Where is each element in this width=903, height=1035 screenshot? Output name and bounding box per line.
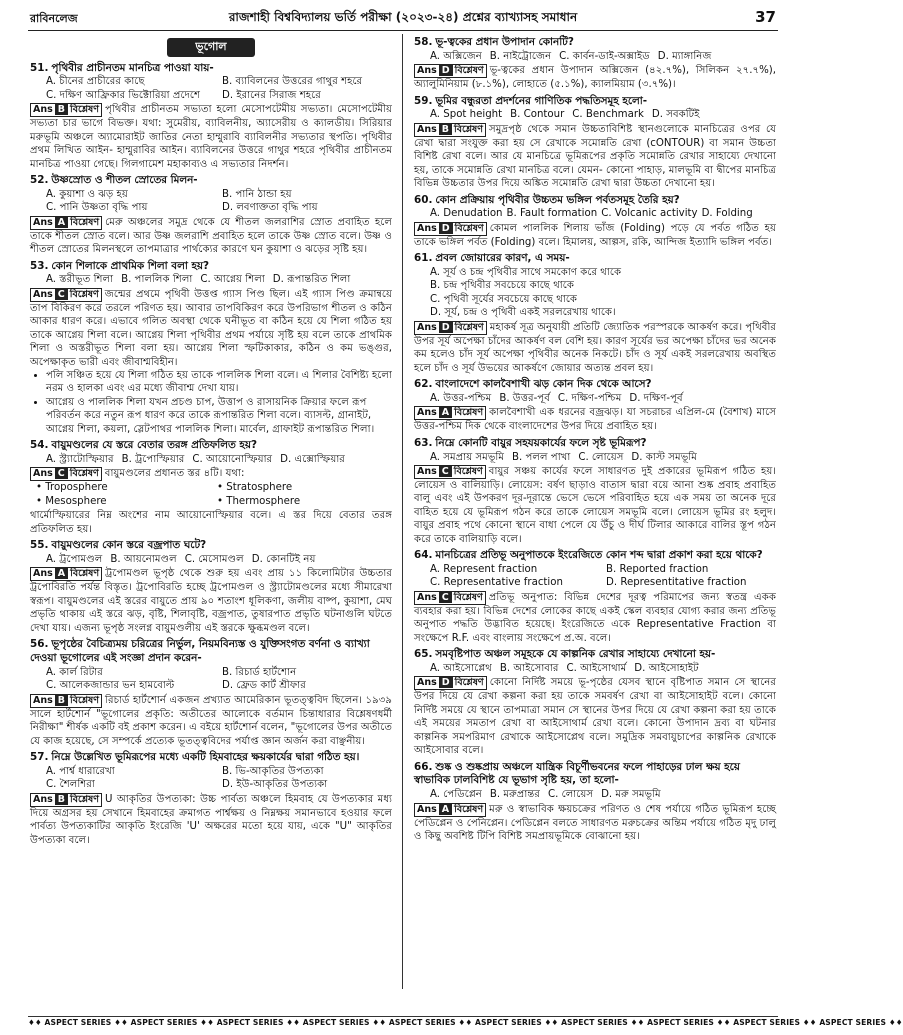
option-c: C. পৃথিবী সূর্যের সবচেয়ে কাছে থাকে [430,293,578,305]
question-number: 64. [414,549,433,562]
answer-badge: Ans B বিশ্লেষণ [414,123,486,137]
options [414,50,776,63]
question-text: মানচিত্রের প্রতিভূ অনুপাতকে ইংরেজিতে কোন শব্দ দ্বারা প্রকাশ করা হয়ে থাকে? [435,549,763,562]
option-d: D. এক্সোস্ফিয়ার [280,453,345,465]
answer-badge: Ans D বিশ্লেষণ [414,64,487,78]
answer-explanation: Ans A বিশ্লেষণ ট্রপোমণ্ডল ভূপৃষ্ঠ থেকে শুরু হয় এবং প্রায় ১১ কিলোমিটার উচ্চতার ট্রপোবিরতি পর্যন্ত বিস্তৃত। ট্রপোবিরতি হচ্ছে ট্রপোমণ্ডল ও স্ট্র্যাটোমণ্ডলের মধ্যে সীমারেখা স্বরূপ। বায়ুমণ্ডলের এই স্তরের বায়ুতে প্রায় ৯০ শতাংশ ধূলিকণা, জলীয় বাষ্প, কুয়াশা, মেঘ প্রভৃতি থাকায় এই স্তরে ঝড়, বৃষ্টি, শিলাবৃষ্টি, বজ্রপাত, তুষারপাত প্রভৃতি ঘটনাগুলি ঘটতে দেখা যায়। এজন্য ভূপৃষ্ঠ সংলগ্ন বায়ুমণ্ডলীয় এই স্তরকে ক্ষুব্ধমণ্ডল বলে। [30,568,392,634]
option-a: A. উত্তর-পশ্চিম [430,392,492,404]
option-c: C. শৈলশিরা [46,779,95,791]
question-number: 66. [414,760,433,773]
option-c: C. আগ্নেয় শিলা [200,274,265,286]
question-number: 58. [414,36,433,48]
option-a: A. স্তরীভূত শিলা [46,274,114,286]
layer-item: • Thermosphere [217,495,301,507]
page-header [28,8,778,31]
option-a: A. Represent fraction [430,564,538,576]
header-brand: রাবিনলেজ [30,12,78,25]
option-b: B. চন্দ্র পৃথিবীর সবচেয়ে কাছে থাকে [430,280,574,292]
answer-explanation: Ans C বিশ্লেষণ বায়ুমণ্ডলের প্রধানত স্তর ৪টি। যথা: [30,467,392,481]
answer-badge: Ans B বিশ্লেষণ [30,694,102,708]
answer-letter: B [55,104,68,115]
page [28,0,903,1035]
answer-badge: Ans D বিশ্লেষণ [414,321,487,335]
answer-explanation: Ans D বিশ্লেষণ কোনো নির্দিষ্ট সময়ে ভূ-পৃষ্ঠের যেসব স্থানে বৃষ্টিপাত সমান সে স্থানের উপর দিয়ে যে রেখা কল্পনা করা হয় তাকে সমবর্ষণ রেখা বা আইসোহাইট বলে। কোনো নির্দিষ্ট সময়ে যে স্থানে তাপমাত্রা সমান সে স্থানের উপর দিয়ে যে রেখা কল্পনা করা হয় তাকে এই সময়ের সমতাপ রেখা বা আইসোথার্ম রেখা বলে। কোনো উপাদান দ্রব্য বা ঘটনার কাল্পনিক সমপরিমাণ রেখাকে আইসোপ্লেথ বলে। সমুদ্রিক সমবায়ুচাপের কাল্পনিক রেখাকে আইসোবার বলে। [414,677,776,757]
option-a: A. স্ট্র্যাটোস্ফিয়ার [46,453,114,465]
options [414,108,776,121]
option-d: D. কাস্ট সমভূমি [631,451,697,463]
answer-explanation: Ans C বিশ্লেষণ জন্মের প্রথমে পৃথিবী উত্তপ্ত গ্যাস পিণ্ড ছিল। এই গ্যাস পিণ্ড ক্রমান্বয়ে তাপ বিকিরণ করে তরলে পরিণত হয়। আবার তাপবিকিরণ করে উপরিভাগ শীতল ও কঠিন আকার ধারণ করে। এভাবে গলিত অবস্থা থেকে ঘনীভূত বা কঠিন হয়ে যে শিলা গঠিত হয় তাকে আগ্নেয় শিলা বলে। আগ্নেয় শিলা পৃথিবীর প্রথম পর্যায়ে সৃষ্টি হয় বলে তাকে প্রাথমিক শিলা ও অস্তরীভূত শিলা বলা হয়। আগ্নেয় শিলা স্ফটিকাকার, কঠিন ও কম ভঙ্গুর, অপেক্ষাকৃত ভারী এবং জীবাশ্মবিহীন। [30,288,392,368]
answer-explanation: Ans C বিশ্লেষণ প্রতিভূ অনুপাত: বিভিন্ন দেশের দূরত্ব পরিমাপের জন্য স্বতন্ত্র একক ব্যবহার করা হয়। বিভিন্ন দেশের লোকের কাছে একই স্কেল ব্যবহার যোগ্য করার জন্য প্রতিভূ অনুপাত পদ্ধতি উদ্ভাবিত হয়েছে। ইংরেজিতে একে Representative Fraction বা সংক্ষেপে R.F. এবং বাংলায় সংক্ষেপে প্র.অ. বলে। [414,591,776,644]
answer-badge: Ans D বিশ্লেষণ [414,676,487,690]
answer-letter: C [55,289,68,300]
question-number: 51. [30,61,49,74]
option-a: A. Denudation [430,208,503,220]
option-d: D. ইউ-আকৃতির উপত্যকা [222,779,328,791]
answer-explanation-extra: থার্মোস্ফিয়ারের নিম্ন অংশের নাম আয়োনোস্ফিয়ার বলে। এ স্তর দিয়ে বেতার তরঙ্গ প্রতিফলিত হয়। [30,510,392,535]
options [30,453,392,466]
layer-item: • Troposphere [36,482,108,494]
answer-explanation: Ans B বিশ্লেষণ U আকৃতির উপত্যকা: উচ্চ পার্বত্য অঞ্চলে হিমবাহ যে উপত্যকার মধ্য দিয়ে অগ্রসর হয় সেখানে হিমবাহের ক্রমাগত পার্শ্বক্ষয় ও নিম্নক্ষয় সমানভাবে হওয়ার ফলে পার্বত্য উপত্যকাটির আকৃতি ইংরেজি 'U' অক্ষরের মতো হয়ে যায়, একে "U" আকৃতির উপত্যকা বলে। [30,793,392,846]
answer-letter: D [439,322,453,333]
answer-badge: Ans A বিশ্লেষণ [414,406,486,420]
question-text: কোন শিলাকে প্রাথমিক শিলা বলা হয়? [51,259,210,272]
question-62 [414,378,776,434]
option-d: D. মরু সমভূমি [601,789,661,801]
bullet-list [30,369,392,436]
option-d: D. ফ্রেড কার্ট শ্রীফার [222,680,306,692]
option-c: C. পানি উষ্ণতা বৃদ্ধি পায় [46,202,148,214]
answer-badge: Ans B বিশ্লেষণ [30,793,102,807]
option-a: A. কার্ল রিটার [46,666,103,678]
question-61 [414,252,776,375]
answer-badge: Ans D বিশ্লেষণ [414,222,487,236]
page-number: 37 [755,8,776,26]
question-number: 59. [414,94,433,107]
option-a: A. অক্সিজেন [430,50,482,62]
option-b: B. ট্রপোস্ফিয়ার [121,453,185,465]
options [30,553,392,566]
answer-letter: B [439,124,452,135]
option-c: C. লোয়েস [578,451,624,463]
question-53 [30,260,392,437]
option-c: C. Volcanic activity [601,208,698,220]
option-b: B. পানি ঠান্ডা হয় [222,188,292,200]
answer-letter: D [439,223,453,234]
option-d: D. আইসোহাইট [634,663,699,675]
option-b: B. উত্তর-পূর্ব [499,392,550,404]
question-66 [414,761,776,844]
answer-badge: Ans A বিশ্লেষণ [30,216,102,230]
answer-badge: Ans A বিশ্লেষণ [414,803,486,817]
question-text: ভূমির বন্ধুরতা প্রদর্শনের গাণিতিক পদ্ধতিসমূহ হলো- [435,94,648,107]
question-text: নিম্নে উল্লেখিত ভূমিরূপের মধ্যে একটি হিমবাহের ক্ষয়কার্যের দ্বারা গঠিত হয়। [51,750,360,763]
header-title: রাজশাহী বিশ্ববিদ্যালয় ভর্তি পরীক্ষা (২০২৩-২৪) প্রশ্নের ব্যাখ্যাসহ সমাধান [228,10,578,24]
question-text: ভূপৃষ্ঠের বৈচিত্র্যময় চরিত্রের নির্ভুল, নিয়মবিন্যস্ত ও যুক্তিসংগত বর্ণনা ও ব্যাখ্যা দেওয়া ভূগোলের এই সংজ্ঞা প্রদান করেন- [30,638,370,664]
option-d: D. লবণাক্ততা বৃদ্ধি পায় [222,202,318,214]
question-59 [414,95,776,191]
column-divider [402,34,403,989]
option-c: C. লোয়েস [547,789,594,801]
answer-letter: C [439,466,452,477]
option-a: A. সমপ্রায় সমভূমি [430,451,504,463]
option-d: D. সূর্য, চন্দ্র ও পৃথিবী একই সরলরেখায় থাকে। [430,307,616,319]
answer-explanation: Ans B বিশ্লেষণ পৃথিবীর প্রাচীনতম সভ্যতা হলো মেসোপটেমীয় সভ্যতা। মেসোপটেমীয় সভ্যতা চার ভাগে বিভক্ত। যথা: সুমেরীয়, ব্যাবিলনীয়, অ্যাসেরীয় ও ক্যালডীয়। সিরিয়ার মরুভূমি অঞ্চলে অ্যামোরাইট জাতির নেতা হাম্মুরাবি ব্যাবিলনীর সভ্যতার স্থপতি। পৃথিবীর প্রথম লিখিত আইন- হাম্মুরাবির আইন। ব্যাবিলনের উত্তরে গাথুর শহরে পৃথিবীর প্রাচীনতম মানচিত্র পাওয়া গেছে। গিলগামেশ মহাকাব্যও এ সভ্যতার নিদর্শন। [30,104,392,170]
question-58 [414,36,776,92]
bullet-item: • আগ্নেয় ও পাললিক শিলা যখন প্রচণ্ড চাপ, উত্তাপ ও রাসায়নিক ক্রিয়ার ফলে রূপ পরিবর্তন করে নতুন রূপ ধারণ করে তাকে রূপান্তরিত শিলা বলে। ব্যাসল্ট, গ্রানাইট, আগ্নেয় শিলা, কয়লা, স্লেটপাথর পাললিক শিলা। মার্বেল, গ্রাফাইট রূপান্তরিত শিলা। [46,396,392,436]
right-column [414,36,776,844]
question-number: 57. [30,750,49,763]
answer-badge: Ans C বিশ্লেষণ [30,467,102,481]
question-number: 54. [30,439,49,452]
options [414,266,776,320]
answer-letter: B [55,695,68,706]
question-text: বায়ুমণ্ডলের কোন স্তরে বজ্রপাত ঘটে? [51,539,207,552]
options [30,765,392,792]
section-title: ভূগোল [167,38,255,57]
option-c: C. আলেকজান্ডার ভন হামবোল্ট [46,680,175,692]
options [414,662,776,675]
option-c: C. দক্ষিণ আফ্রিকার ভিক্টোরিয়া প্রদেশে [46,89,201,101]
answer-explanation: Ans A বিশ্লেষণ কালবৈশাখী এক ধরনের বজ্রঝড়। যা সচরাচর এপ্রিল-মে (বৈশাখ) মাসে উত্তর-পশ্চিম দিক থেকে বাংলাদেশের উপর দিয়ে প্রবাহিত হয়। [414,407,776,433]
layer-item: • Mesosphere [36,495,107,507]
question-54 [30,439,392,536]
layer-item: • Stratosphere [217,482,293,494]
answer-explanation: Ans B বিশ্লেষণ রিচার্ড হার্টশোর্ন একজন প্রখ্যাত আমেরিকান ভূতত্ত্ববিদ ছিলেন। ১৯৩৯ সালে হার্টশোর্ন "ভূগোলের প্রকৃতি: অতীতের আলোকে বর্তমান চিন্তাধারার বিশ্লেষণধর্মী নিরীক্ষা" শীর্ষক একটি বই প্রকাশ করেন। এ বইয়ে হার্টশোর্ন বলেন, "ভূগোলের উপর অতীতে যে কাজ হয়েছে, সে সম্পর্কে প্রত্যেক ভূতত্ত্ববিদের পর্যাপ্ত জ্ঞান অর্জন করা বাঞ্ছনীয়। [30,694,392,747]
option-d: D. দক্ষিণ-পূর্ব [629,392,683,404]
question-63 [414,437,776,546]
answer-explanation: Ans B বিশ্লেষণ সমুদ্রপৃষ্ঠ থেকে সমান উচ্চতাবিশিষ্ট স্থানগুলোকে মানচিত্রের ওপর যে রেখা দ্বারা সংযুক্ত করা হয় সে রেখাকে সমোন্নতি রেখা (cONTOUR) বা সমান উচ্চতা বিশিষ্ট রেখা বলে। আর যে মানচিত্রে ভূমিরূপের প্রকৃতি সমোন্নতি রেখার সাহায্যে দেখানো হয়, তাকে সমোন্নতি রেখা মানচিত্র বলে। যেমন- কোনো পাহাড়, মালভূমি বা দ্বীপের মানচিত্র বিভিন্ন উচ্চতার উপর দিয়ে অঙ্কিত সমোন্নতি রেখা দ্বারা উচ্চতা দেখানো হয়। [414,123,776,190]
option-c: C. আইসোথার্ম [566,663,627,675]
answer-explanation: Ans C বিশ্লেষণ বায়ুর সঞ্চয় কার্যের ফলে সাধারণত দুই প্রকারের ভূমিরূপ গঠিত হয়। লোয়েস ও বালিয়াড়ি। লোয়েস: বর্ষণ ছাড়াও বাতাস দ্বারা বয়ে আনা শুষ্ক প্রবাহ প্রবাহিত বালু এবং এই উপকরণ দূর-দূরান্তে ভেসে ভেসে পরিবাহিত হয়ে এক সময় তা অনেক দূরে বাহিত হয়ে যে ভূমিরূপ গঠন করে তাকে লোয়েস সমভূমি বলে। লোয়েস ভূমির রং হলুদ। বায়ুর প্রবাহ পথে কোনো স্থানে বাধা পেলে যে উঁচু ও দীর্ঘ টিলার আকারে বালির স্তূপ গঠন করে তাকে বালিয়াড়ি বলে। [414,466,776,545]
option-d: D. Representitative fraction [606,577,747,589]
option-a: A. কুয়াশা ও ঝড় হয় [46,188,128,200]
option-a: A. পেডিপ্লেন [430,789,482,801]
question-text: উষ্ণস্রোত ও শীতল স্রোতের মিলন- [51,173,198,186]
option-c: C. আয়োনোস্ফিয়ার [192,453,273,465]
question-52 [30,174,392,257]
question-number: 65. [414,648,433,661]
answer-explanation: Ans A বিশ্লেষণ মেরু অঞ্চলের সমুদ্র থেকে যে শীতল জলরাশির স্রোত প্রবাহিত হলে তাকে শীতল স্রোত বলে। আর উষ্ণ জলরাশি প্রবাহিত হলে তাকে উষ্ণ স্রোত বলে। উষ্ণ ও শীতল স্রোতের মিলনস্থলে তাপমাত্রার পার্থক্যের কারণে ঘন কুয়াশা ও ঝড়ের সৃষ্টি হয়। [30,216,392,256]
answer-letter: A [55,568,68,579]
options [414,207,776,220]
question-65 [414,648,776,757]
bullet-item: • পলি সঞ্চিত হয়ে যে শিলা গঠিত হয় তাকে পাললিক শিলা বলে। এ শিলার বৈশিষ্ট্য হলো নরম ও হালকা এবং এর মধ্যে জীবাশ্ম দেখা যায়। [46,369,392,396]
option-b: B. Reported fraction [606,564,709,576]
answer-badge: Ans A বিশ্লেষণ [30,567,102,581]
answer-explanation: Ans D বিশ্লেষণ ভূ-ত্বকের প্রধান উপাদান অক্সিজেন (৪২.৭%), সিলিকন ২৭.৭%), অ্যালুমিনিয়াম (৮.১%), লোহাতে (৫.১%), ক্যালমিয়াম (৩.৭%)। [414,65,776,91]
answer-letter: D [439,65,453,76]
question-text: বায়ুমণ্ডলের যে স্তরে বেতার তরঙ্গ প্রতিফলিত হয়? [51,439,257,452]
options [414,451,776,464]
option-b: B. ভি-আকৃতির উপত্যকা [222,765,324,777]
option-d: D. সবকটিই [651,109,700,121]
question-number: 62. [414,378,433,391]
answer-letter: C [55,468,68,479]
question-text: সমবৃষ্টিপাত অঞ্চল সমূহকে যে কাল্পনিক রেখার সাহায্যে দেখানো হয়- [435,648,716,661]
answer-badge: Ans C বিশ্লেষণ [30,288,102,302]
answer-letter: A [439,407,452,418]
atmosphere-layers [30,481,392,508]
answer-badge: Ans B বিশ্লেষণ [30,103,102,117]
options [30,273,392,286]
options [30,75,392,102]
answer-badge: Ans C বিশ্লেষণ [414,591,486,605]
question-text: কোন প্রক্রিয়ায় পৃথিবীর উচ্চতম ভঙ্গিল পর্বতসমূহ তৈরি হয়? [435,193,680,206]
option-b: B. আইসোবার [499,663,559,675]
option-a: A. Spot height [430,109,503,121]
option-a: A. পার্শ্ব ধারারেখা [46,765,115,777]
option-b: B. Fault formation [506,208,598,220]
question-text: শুষ্ক ও শুষ্কপ্রায় অঞ্চলে যান্ত্রিক বিচূর্ণীভবনের ফলে পাহাড়ের ঢাল ক্ষয় হয়ে স্বাভাবিক ঢালবিশিষ্ট যে ভূভাগ সৃষ্টি হয়, তা হলো- [414,760,740,787]
option-b: B. আয়নোমণ্ডল [110,553,177,565]
option-b: B. পলল পাখা [512,451,571,463]
option-d: D. Folding [701,208,753,220]
page-footer: ♦♦ ASPECT SERIES ♦♦ ASPECT SERIES ♦♦ ASPECT SERIES ♦♦ ASPECT SERIES ♦♦ ASPECT SERIES ♦♦ ASPECT SERIES ♦♦ ASPECT SERIES ♦♦ ASPECT SERIES ♦♦ ASPECT SERIES ♦♦ ASPECT SERIES ♦♦ [28,1018,903,1027]
question-number: 61. [414,252,433,265]
question-text: ভূ-ত্বকের প্রধান উপাদান কোনটি? [435,36,574,48]
answer-badge: Ans C বিশ্লেষণ [414,465,486,479]
question-56 [30,638,392,748]
question-number: 52. [30,173,49,186]
question-number: 63. [414,436,433,449]
option-b: B. রিচার্ড হার্টশোন [222,666,297,678]
options [30,666,392,693]
options [414,392,776,405]
option-b: B. ব্যাবিলনের উত্তরের গাথুর শহরে [222,76,363,88]
question-text: বাংলাদেশে কালবৈশাখী ঝড় কোন দিক থেকে আসে? [435,378,652,391]
question-number: 53. [30,259,49,272]
question-text: পৃথিবীর প্রাচীনতম মানচিত্র পাওয়া যায়- [51,61,214,74]
option-a: A. সূর্য ও চন্দ্র পৃথিবীর সাথে সমকোণ করে থাকে [430,267,622,279]
answer-explanation: Ans D বিশ্লেষণ কোমল পাললিক শিলায় ভাঁজ (Folding) পড়ে যে পর্বত গঠিত হয় তাকে ভঙ্গিল পর্বত (Folding) বলে। হিমালয়, আল্পস, রকি, আন্দিজ ইত্যাদি ভঙ্গিল পর্বত। [414,222,776,248]
option-d: D. ইরানের সিরাজ শহরে [222,89,321,101]
option-c: C. Representative fraction [430,577,563,589]
question-55 [30,539,392,635]
option-d: D. কোনটিই নয় [251,553,316,565]
options [414,563,776,590]
question-64 [414,549,776,645]
option-b: B. Contour [510,109,565,121]
answer-letter: D [439,677,453,688]
option-c: C. Benchmark [572,109,644,121]
question-number: 55. [30,539,49,552]
question-text: নিম্নে কোনটি বায়ুর সহযয়কার্যের ফলে সৃষ্ট ভূমিরূপ? [435,436,647,449]
option-b: B. পাললিক শিলা [121,274,193,286]
answer-explanation: Ans D বিশ্লেষণ মহাকর্ষ সূত্র অনুযায়ী প্রতিটি জ্যোতিক পরস্পরকে আকর্ষণ করে। পৃথিবীর উপর সূর্য অপেক্ষা চাঁদের আকর্ষণ বল বেশি হয়। কারণ সূর্যের ভর অপেক্ষা চাঁদের ভর অনেক কম হলেও চাঁদ সূর্য অপেক্ষা পৃথিবীর অনেক নিকটে। চাঁদ ও সূর্য একই সরলরেখায় অবস্থিত হলে চাঁদ ও সূর্য উভয়ের আকর্ষণে জোয়ার অত্যন্ত প্রবল হয়। [414,321,776,374]
options [30,188,392,215]
option-b: B. মরুপ্রান্তর [489,789,540,801]
answer-letter: A [55,217,68,228]
question-number: 56. [30,638,49,651]
question-57 [30,751,392,847]
option-d: D. ম্যাঙ্গানিজ [657,50,712,62]
option-a: A. ট্রপোমণ্ডল [46,553,103,565]
option-c: C. দক্ষিণ-পশ্চিম [557,392,622,404]
left-column [30,36,392,847]
option-c: C. কার্বন-ডাই-অক্সাইড [559,50,650,62]
answer-letter: C [439,592,452,603]
option-a: A. আইসোপ্লেথ [430,663,492,675]
question-text: প্রবল জোয়ারের কারণ, এ সময়- [435,252,570,265]
option-b: B. নাইট্রোজেন [489,50,552,62]
question-60 [414,194,776,250]
options [414,788,776,801]
option-c: C. মেসোমণ্ডল [184,553,244,565]
answer-letter: A [439,804,452,815]
question-51 [30,62,392,171]
option-d: D. রূপান্তরিত শিলা [272,274,351,286]
question-number: 60. [414,193,433,206]
option-a: A. চীনের প্রাচীরের কাছে [46,76,145,88]
answer-explanation: Ans A বিশ্লেষণ মরু ও স্বাভাবিক ক্ষয়চক্রের পরিণত ও শেষ পর্যায়ে গঠিত ভূমিরূপ হচ্ছে পেডিপ্লেন ও পেনিপ্লেন। পেডিপ্লেন বলতে সাধারণত মরুচক্রের অন্তিম পর্যায়ে গঠিত মৃদু ঢালু ও কিছু অবশিষ্ট টিপি বিশিষ্ট সমপ্রায়ভূমিকে বোঝানো হয়। [414,803,776,843]
answer-letter: B [55,794,68,805]
